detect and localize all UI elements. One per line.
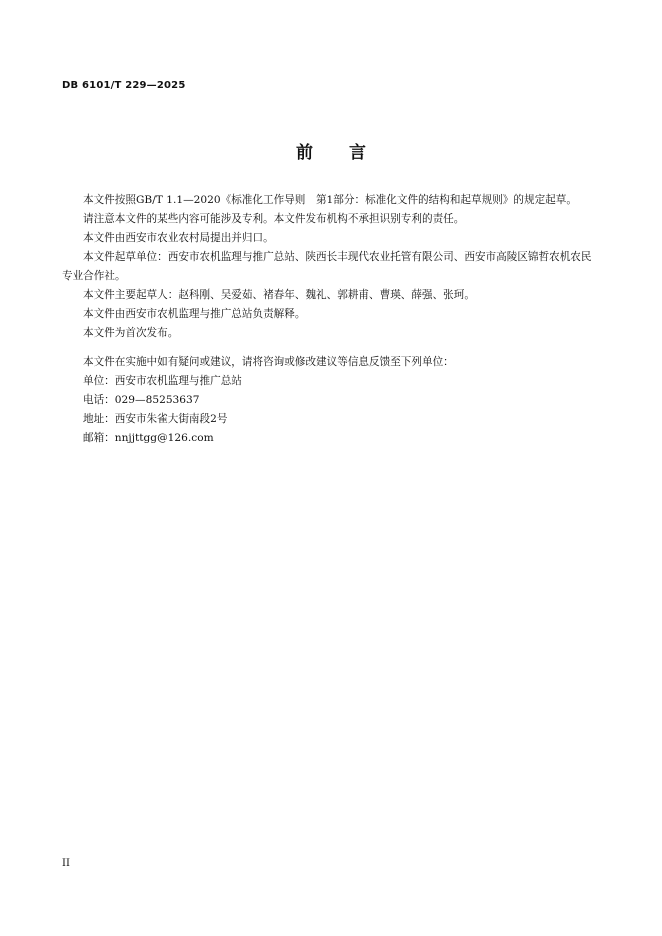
- contact-intro: 本文件在实施中如有疑问或建议，请将咨询或修改建议等信息反馈至下列单位：: [83, 356, 454, 368]
- contact-unit: 单位：西安市农机监理与推广总站: [83, 375, 242, 387]
- paragraph-drafters: 本文件主要起草人：赵科刚、吴爱茹、褚春年、魏礼、郭耕甫、曹瑛、薛强、张珂。: [83, 289, 475, 301]
- contact-email: 邮箱：nnjjttgg@126.com: [83, 432, 214, 444]
- contact-phone: 电话：029—85253637: [83, 394, 200, 406]
- paragraph-drafting-rules: 本文件按照GB/T 1.1—2020《标准化工作导则 第1部分：标准化文件的结构和起草规则》的规定起草。: [83, 194, 577, 206]
- contact-address: 地址：西安市朱雀大街南段2号: [83, 413, 228, 425]
- page-title: [0, 138, 662, 163]
- title-char-2: 言: [349, 143, 366, 163]
- paragraph-patent-notice: 请注意本文件的某些内容可能涉及专利。本文件发布机构不承担识别专利的责任。: [83, 213, 465, 225]
- paragraph-first-release: 本文件为首次发布。: [83, 327, 179, 339]
- standard-code: DB 6101/T 229—2025: [62, 80, 186, 91]
- paragraph-proposer: 本文件由西安市农业农村局提出并归口。: [83, 232, 274, 244]
- page-number: II: [62, 858, 70, 869]
- paragraph-drafting-units: 本文件起草单位：西安市农机监理与推广总站、陕西长丰现代农业托管有限公司、西安市高陵区锦哲农机农民专业合作社。: [62, 251, 592, 282]
- paragraph-interpretation: 本文件由西安市农机监理与推广总站负责解释。: [83, 308, 306, 320]
- title-char-1: 前: [296, 143, 313, 163]
- foreword-body: [62, 191, 600, 448]
